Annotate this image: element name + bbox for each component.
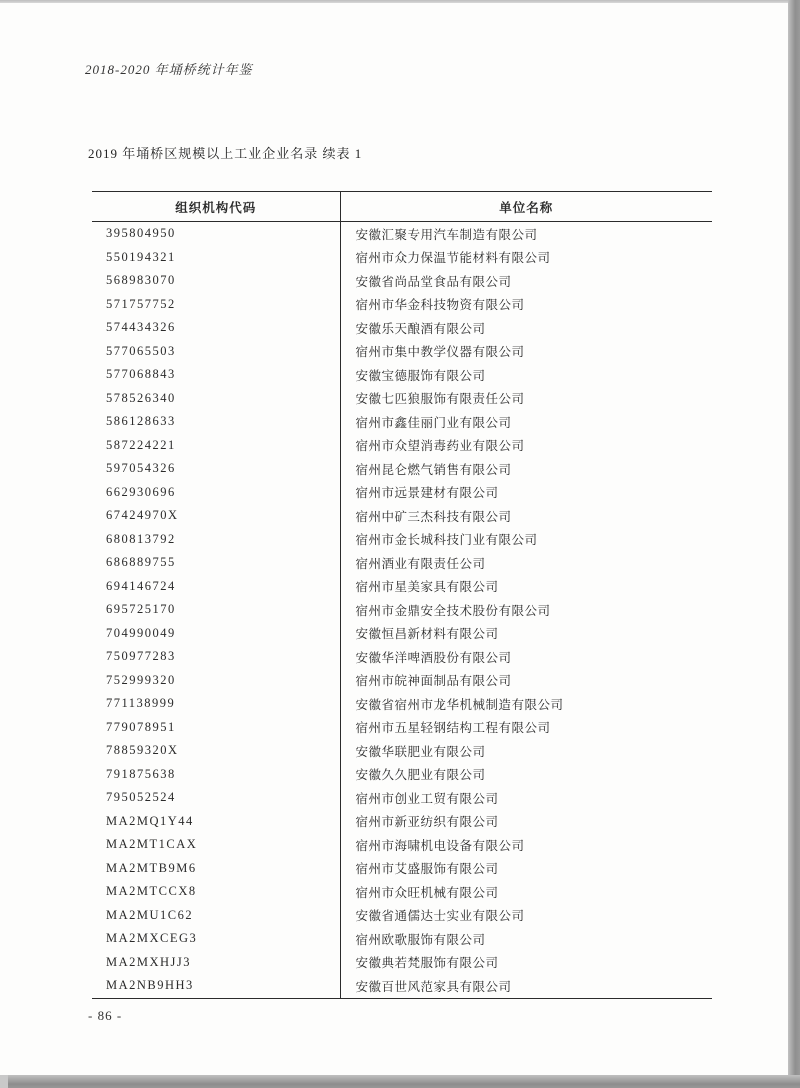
table-row — [92, 293, 712, 317]
unit-name-cell: 安徽久久肥业有限公司 — [355, 768, 486, 783]
org-code-cell: 578526340 — [92, 387, 340, 411]
org-code-cell: MA2MQ1Y44 — [92, 810, 340, 834]
page-shadow-top — [0, 0, 800, 3]
unit-name-cell: 宿州昆仑燃气销售有限公司 — [355, 462, 512, 477]
unit-name-cell: 安徽华联肥业有限公司 — [355, 744, 486, 759]
table-row — [92, 340, 712, 364]
org-code-cell: 67424970X — [92, 504, 340, 528]
table-row — [92, 833, 712, 857]
section-title: 2019 年埇桥区规模以上工业企业名录 续表 1 — [88, 146, 363, 161]
unit-name-cell: 安徽七匹狼服饰有限责任公司 — [355, 392, 525, 407]
unit-name-cell: 宿州市金长城科技门业有限公司 — [355, 533, 538, 548]
table-row — [92, 363, 712, 387]
page-number: - 86 - — [88, 1008, 123, 1023]
unit-name-cell: 宿州市皖神面制品有限公司 — [355, 674, 512, 689]
enterprise-directory-table — [92, 191, 712, 999]
org-code-cell: 571757752 — [92, 293, 340, 317]
org-code-cell: 686889755 — [92, 551, 340, 575]
table-row — [92, 904, 712, 928]
table-row — [92, 880, 712, 904]
org-code-cell: 791875638 — [92, 763, 340, 787]
unit-name-cell: 宿州市金鼎安全技术股份有限公司 — [355, 603, 551, 618]
table-row — [92, 222, 712, 246]
unit-name-cell: 安徽恒昌新材料有限公司 — [355, 627, 499, 642]
table-row — [92, 316, 712, 340]
table-row — [92, 269, 712, 293]
org-code-cell: 771138999 — [92, 692, 340, 716]
table-body — [92, 222, 712, 999]
unit-name-cell: 宿州市众旺机械有限公司 — [355, 885, 499, 900]
unit-name-cell: 宿州市艾盛服饰有限公司 — [355, 862, 499, 877]
unit-name-cell: 安徽典若梵服饰有限公司 — [355, 956, 499, 971]
table-row — [92, 551, 712, 575]
org-code-cell: MA2MXHJJ3 — [92, 951, 340, 975]
unit-name-cell: 安徽汇聚专用汽车制造有限公司 — [355, 227, 538, 242]
unit-name-cell: 宿州市新亚纺织有限公司 — [355, 815, 499, 830]
table-row — [92, 645, 712, 669]
page-shadow-right — [788, 0, 800, 1088]
table-row — [92, 387, 712, 411]
unit-name-cell: 安徽乐天酿酒有限公司 — [355, 321, 486, 336]
unit-name-cell: 宿州市海啸机电设备有限公司 — [355, 838, 525, 853]
org-code-cell: MA2MXCEG3 — [92, 927, 340, 951]
unit-name-cell: 宿州酒业有限责任公司 — [355, 556, 486, 571]
org-code-cell: MA2MU1C62 — [92, 904, 340, 928]
unit-name-cell: 宿州欧歌服饰有限公司 — [355, 932, 486, 947]
unit-name-cell: 宿州中矿三杰科技有限公司 — [355, 509, 512, 524]
table-row — [92, 528, 712, 552]
table-row — [92, 692, 712, 716]
org-code-cell: 587224221 — [92, 434, 340, 458]
org-code-cell: 795052524 — [92, 786, 340, 810]
unit-name-cell: 宿州市远景建材有限公司 — [355, 486, 499, 501]
unit-name-cell: 宿州市众力保温节能材料有限公司 — [355, 251, 551, 266]
table-row — [92, 622, 712, 646]
org-code-cell: 78859320X — [92, 739, 340, 763]
org-code-cell: 597054326 — [92, 457, 340, 481]
org-code-cell: MA2MTCCX8 — [92, 880, 340, 904]
table-row — [92, 786, 712, 810]
org-code-cell: 568983070 — [92, 269, 340, 293]
unit-name-cell: 安徽宝德服饰有限公司 — [355, 368, 486, 383]
table-header-row — [92, 192, 712, 222]
table-row — [92, 857, 712, 881]
page-shadow-bottom — [8, 1075, 800, 1088]
table-row — [92, 434, 712, 458]
table-row — [92, 246, 712, 270]
org-code-cell: 577065503 — [92, 340, 340, 364]
column-header-unit-name: 单位名称 — [340, 192, 712, 222]
table-row — [92, 669, 712, 693]
unit-name-cell: 宿州市星美家具有限公司 — [355, 580, 499, 595]
unit-name-cell: 宿州市鑫佳丽门业有限公司 — [355, 415, 512, 430]
org-code-cell: 586128633 — [92, 410, 340, 434]
org-code-cell: MA2NB9HH3 — [92, 974, 340, 998]
table-row — [92, 481, 712, 505]
unit-name-cell: 宿州市五星轻钢结构工程有限公司 — [355, 721, 551, 736]
unit-name-cell: 宿州市集中教学仪器有限公司 — [355, 345, 525, 360]
table-row — [92, 575, 712, 599]
unit-name-cell: 安徽省通儒达士实业有限公司 — [355, 909, 525, 924]
org-code-cell: 779078951 — [92, 716, 340, 740]
org-code-cell: MA2MT1CAX — [92, 833, 340, 857]
book-header: 2018-2020 年埇桥统计年鉴 — [85, 62, 253, 77]
table-row — [92, 951, 712, 975]
org-code-cell: 577068843 — [92, 363, 340, 387]
unit-name-cell: 安徽百世风范家具有限公司 — [355, 979, 512, 994]
org-code-cell: 704990049 — [92, 622, 340, 646]
unit-name-cell: 安徽华洋啤酒股份有限公司 — [355, 650, 512, 665]
column-header-org-code: 组织机构代码 — [92, 192, 340, 222]
table-row — [92, 716, 712, 740]
unit-name-cell: 宿州市创业工贸有限公司 — [355, 791, 499, 806]
org-code-cell: 750977283 — [92, 645, 340, 669]
org-code-cell: MA2MTB9M6 — [92, 857, 340, 881]
table-row — [92, 763, 712, 787]
unit-name-cell: 宿州市华金科技物资有限公司 — [355, 298, 525, 313]
unit-name-cell: 安徽省尚品堂食品有限公司 — [355, 274, 512, 289]
org-code-cell: 680813792 — [92, 528, 340, 552]
unit-name-cell: 宿州市众望消毒药业有限公司 — [355, 439, 525, 454]
table-row — [92, 504, 712, 528]
table-row — [92, 457, 712, 481]
org-code-cell: 662930696 — [92, 481, 340, 505]
org-code-cell: 752999320 — [92, 669, 340, 693]
table-row — [92, 739, 712, 763]
org-code-cell: 395804950 — [92, 222, 340, 246]
unit-name-cell: 安徽省宿州市龙华机械制造有限公司 — [355, 697, 564, 712]
page-surface — [0, 3, 788, 1075]
table-row — [92, 810, 712, 834]
table-row — [92, 410, 712, 434]
table-row — [92, 598, 712, 622]
table-row — [92, 927, 712, 951]
org-code-cell: 574434326 — [92, 316, 340, 340]
org-code-cell: 695725170 — [92, 598, 340, 622]
org-code-cell: 694146724 — [92, 575, 340, 599]
table-row — [92, 974, 712, 998]
org-code-cell: 550194321 — [92, 246, 340, 270]
